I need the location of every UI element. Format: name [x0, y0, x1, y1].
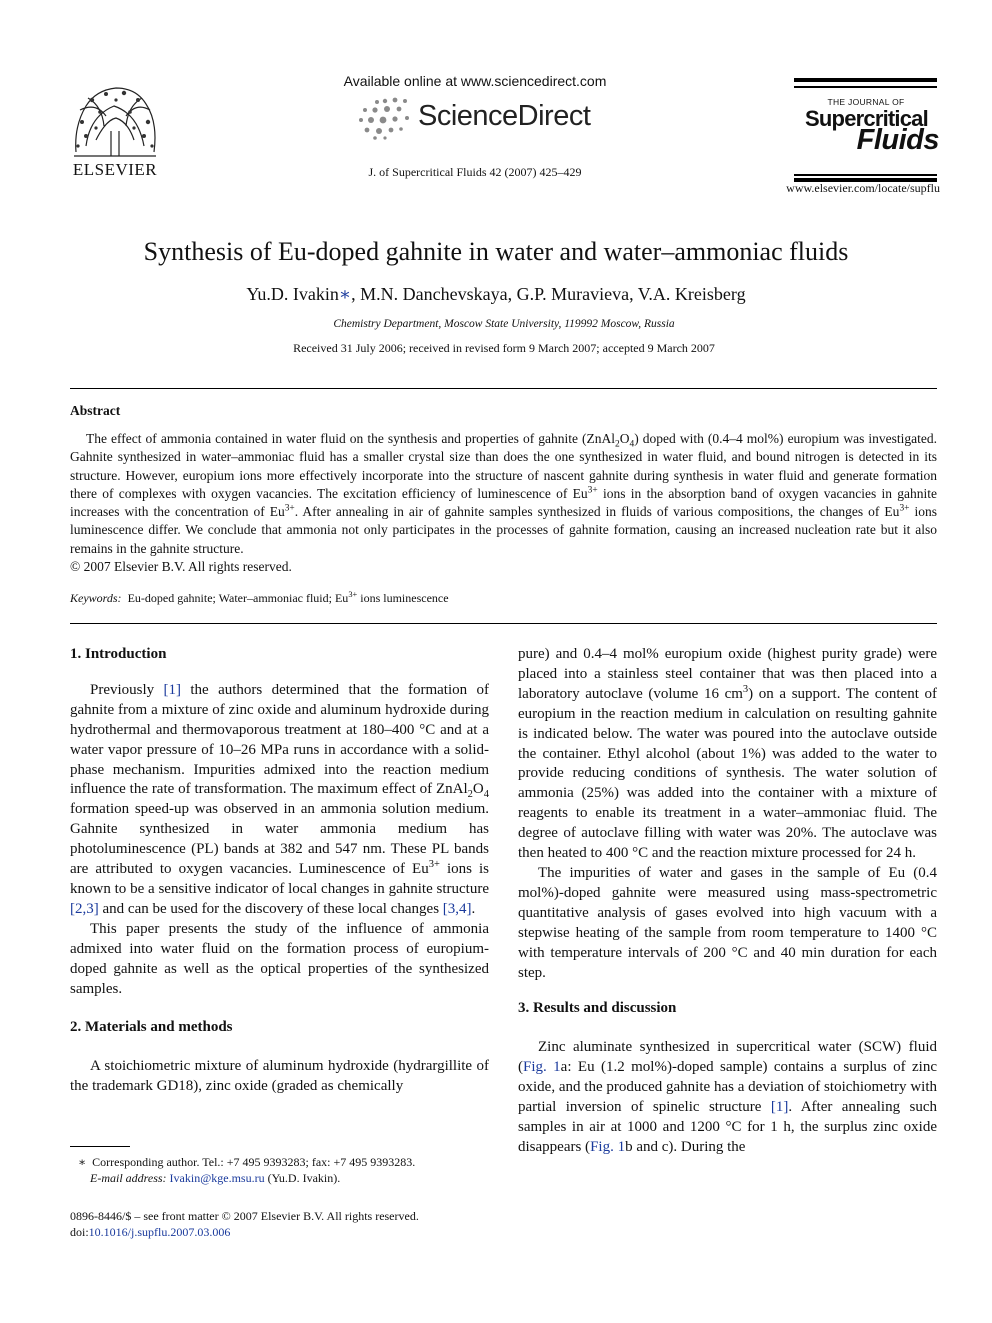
journal-rule	[794, 78, 937, 82]
journal-logo-the: THE JOURNAL OF	[827, 97, 905, 107]
section-heading-methods: 2. Materials and methods	[70, 1019, 233, 1036]
intro-paragraph-1: Previously [1] the authors determined that the formation of gahnite from a mixture of zinc oxide and aluminum hydroxide during hydrothermal and thermovaporous treatment at 180–400 °C and at a water vapor pressure of 10–26 MPa runs in accordance with a solid-phase mechanism. Impurities admixed into the reaction medium influence the rate of transformation. The maximum effect of $ZnAl_2O_4$ formation speed-up was observed in an ammonia solution medium. Gahnite synthesized in water ammonia medium has photoluminescence (PL) bands at 382 and 547 nm. These PL bands are attributed to oxygen vacancies. Luminescence of $Eu^{3+}$ ions is known to be a sensitive indicator of local changes in gahnite structure [2,3] and can be used for the discovery of these local changes [3,4].	[70, 681, 489, 917]
reference-link[interactable]: [2,3]	[70, 900, 99, 917]
intro-paragraph-2: This paper presents the study of the influence of ammonia admixed into water fluid on the formation process of europium-doped gahnite as well as the optical properties of the synthesized samples.	[70, 920, 489, 997]
reference-link[interactable]: [3,4]	[442, 900, 472, 917]
email-link[interactable]: Ivakin@kge.msu.ru	[169, 1171, 265, 1185]
results-paragraph-1: Zinc aluminate synthesized in supercritical water (SCW) fluid (Fig. 1a: Eu (1.2 mol%)-doped sample) contains a surplus of zinc oxide, and the produced gahnite has a deviation of stoichiometry with partial inversion of spinelic structure [1]. After annealing such samples in air at 1000 and 1200 °C for 1 h, the surplus zinc oxide disappears (Fig. 1b and c). During the	[518, 1039, 937, 1155]
reference-link[interactable]: [1]	[163, 681, 182, 698]
author-names: , M.N. Danchevskaya, G.P. Muravieva, V.A. Kreisberg	[351, 284, 746, 304]
issn-line: 0896-8446/$ – see front matter © 2007 Elsevier B.V. All rights reserved.	[70, 1209, 419, 1223]
methods-paragraph-1-cont: pure) and 0.4–4 mol% europium oxide (highest purity grade) were placed into a stainless steel container that was then placed into a laboratory autoclave (volume 16 $cm^3$) on a support. The content of europium in the reaction medium in calculation on resulting gahnite is indicated below. The water was poured into the autoclave outside the container. Ethyl alcohol (about 1%) was added to the water to provide reducing conditions of synthesis. The water solution of ammonia (25%) was added into the container with a mixture of reagents to enable its treatment in a water–ammoniac fluid. The degree of autoclave filling with water was 20%. The autoclave was then heated to 400 °C and the reaction mixture processed for 24 h.	[518, 646, 938, 862]
journal-logo-supercritical: Supercritical	[805, 106, 928, 131]
keywords: Keywords: Eu-doped gahnite; Water–ammoniac fluid; $Eu^{3+}$ ions luminescence	[70, 590, 449, 605]
journal-url[interactable]: www.elsevier.com/locate/supflu	[786, 181, 940, 195]
divider	[70, 623, 937, 624]
received-dates: Received 31 July 2006; received in revised form 9 March 2007; accepted 9 March 2007	[293, 341, 715, 355]
abstract-copyright: © 2007 Elsevier B.V. All rights reserved.	[70, 559, 292, 574]
left-column	[70, 645, 489, 1097]
footnote-star: ∗	[78, 1155, 87, 1169]
article-title: Synthesis of Eu-doped gahnite in water and water–ammoniac fluids	[143, 237, 849, 266]
reference-link[interactable]: [1]	[770, 1099, 789, 1116]
publisher-name: ELSEVIER	[72, 160, 158, 179]
right-column	[518, 645, 937, 1158]
footnote: ∗ Corresponding author. Tel.: +7 495 9393283; fax: +7 495 9393283. E-mail address: Ivakin@kge.msu.ru (Yu.D. Ivakin).	[78, 1155, 416, 1185]
doi-link[interactable]: 10.1016/j.supflu.2007.03.006	[88, 1225, 231, 1239]
methods-paragraph-2: The impurities of water and gases in the sample of Eu (0.4 mol%)-doped gahnite were measured using mass-spectrometric quantitative analysis of gases evolved into high vacuum with a stepwise heating of the sample from room temperature to 1400 °C with temperature intervals of 200 °C and 40 min duration for each step.	[518, 864, 937, 981]
footnote-rule	[70, 1146, 130, 1147]
journal-rule	[794, 174, 937, 176]
divider	[70, 388, 937, 389]
journal-rule	[794, 86, 937, 88]
section-heading-results: 3. Results and discussion	[518, 1000, 677, 1017]
available-online[interactable]: Available online at www.sciencedirect.com	[343, 73, 607, 89]
journal-logo-fluids: Fluids	[856, 124, 939, 156]
abstract-heading: Abstract	[70, 403, 121, 418]
page-footer: 0896-8446/$ – see front matter © 2007 Elsevier B.V. All rights reserved. doi:10.1016/j.supflu.2007.03.006	[70, 1208, 520, 1240]
methods-paragraph-1: A stoichiometric mixture of aluminum hydroxide (hydrargillite of the trademark GD18), zinc oxide (graded as chemically	[70, 1058, 489, 1095]
author-name: Yu.D. Ivakin	[246, 284, 339, 304]
figure-link[interactable]: Fig. 1	[590, 1138, 626, 1155]
author-list	[0, 284, 992, 305]
sciencedirect-wordmark: ScienceDirect	[418, 100, 591, 132]
section-heading-introduction: 1. Introduction	[70, 646, 167, 662]
journal-citation: J. of Supercritical Fluids 42 (2007) 425–429	[368, 165, 582, 179]
abstract-body: The effect of ammonia contained in water fluid on the synthesis and properties of gahnite $(ZnAl_2O_4)$ doped with (0.4–4 mol%) europium was investigated. Gahnite synthesized in water–ammoniac fluid has a smaller crystal size than does the one synthesized in water fluid, and bound nitrogen is detected in its structure. However, europium ions more effectively incorporate into the structure of nascent gahnite during synthesis in water fluid and generate formation there of complexes with oxygen vacancies. The excitation efficiency of luminescence of $Eu^{3+}$ ions in the absorption band of oxygen vacancies in gahnite increases with the concentration of $Eu^{3+}$. After annealing in air of gahnite samples synthesized in fluids of various compositions, the changes of $Eu^{3+}$ ions luminescence differ. We conclude that ammonia not only participates in the processes of gahnite formation, causing an increased nucleation rate but it also remains in the gahnite structure.	[70, 431, 938, 556]
figure-link[interactable]: Fig. 1	[523, 1059, 561, 1076]
keywords-label: Keywords:	[70, 591, 122, 605]
corresponding-author-link[interactable]: ∗	[338, 284, 352, 304]
affiliation: Chemistry Department, Moscow State University, 119992 Moscow, Russia	[333, 318, 675, 330]
